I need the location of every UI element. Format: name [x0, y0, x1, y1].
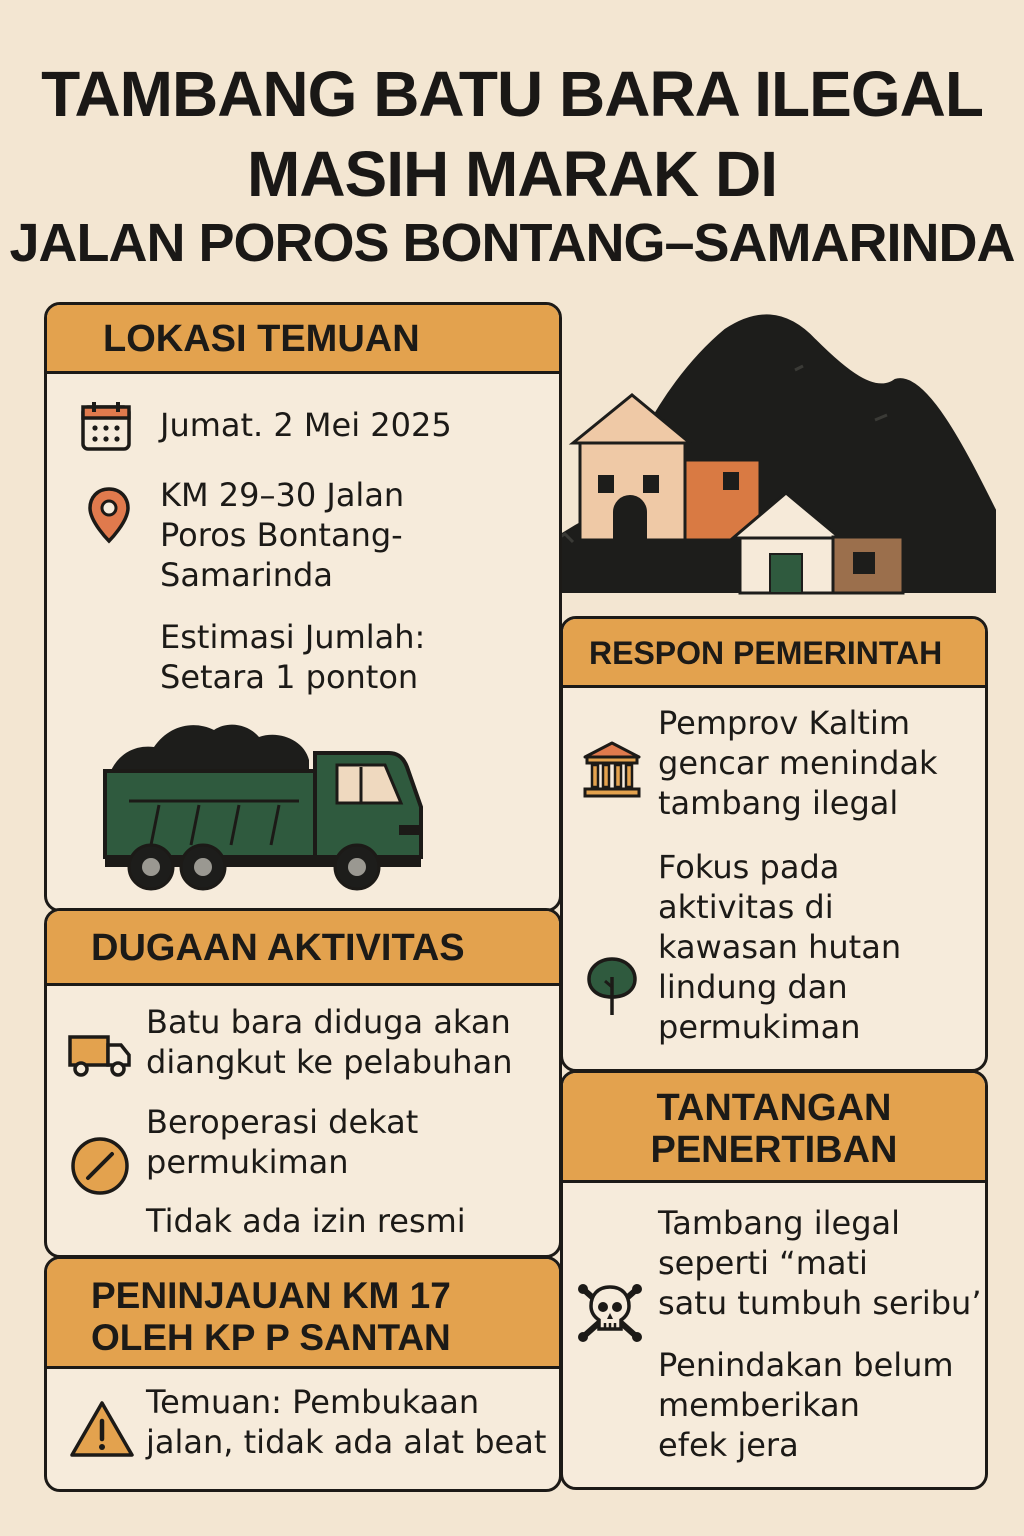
respon-item-2-line-2: aktivitas di — [658, 888, 834, 926]
government-building-icon — [581, 739, 643, 801]
tantangan-heading-line-1: TANTANGAN — [656, 1087, 892, 1129]
tantangan-penertiban-card — [560, 1070, 988, 1490]
tantangan-heading — [563, 1073, 985, 1183]
dugaan-heading: DUGAAN AKTIVITAS — [47, 911, 559, 986]
tantangan-item-1-line-2: seperti “mati — [658, 1244, 868, 1282]
warning-icon — [69, 1399, 135, 1459]
respon-pemerintah-card — [560, 616, 988, 1072]
tantangan-item-2-line-2: memberikan — [658, 1386, 860, 1424]
dugaan-item-2-line-1: Beroperasi dekat — [146, 1103, 419, 1141]
respon-item-2-line-4: lindung dan — [658, 968, 848, 1006]
lokasi-heading: LOKASI TEMUAN — [47, 305, 559, 374]
lokasi-date: Jumat. 2 Mei 2025 — [160, 406, 452, 444]
tantangan-item-1-line-3: satu tumbuh seribu’ — [658, 1284, 982, 1322]
peninjauan-item-1-line-1: Temuan: Pembukaan — [146, 1383, 480, 1421]
title-line-1: TAMBANG BATU BARA ILEGAL — [41, 58, 983, 130]
respon-heading: RESPON PEMERINTAH — [563, 619, 985, 688]
lokasi-temuan-card — [44, 302, 562, 912]
tantangan-item-2-line-3: efek jera — [658, 1426, 799, 1464]
skull-crossbones-icon — [577, 1279, 643, 1345]
respon-item-1-line-2: gencar menindak — [658, 744, 938, 782]
truck-icon — [67, 1027, 133, 1083]
lokasi-estimate-line-1: Estimasi Jumlah: — [160, 618, 426, 656]
dugaan-aktivitas-card — [44, 908, 562, 1258]
tantangan-item-2-line-1: Penindakan belum — [658, 1346, 954, 1384]
title-line-2: MASIH MARAK DI — [247, 138, 777, 210]
coal-hill-houses-illustration — [495, 300, 1000, 600]
dugaan-item-1-line-1: Batu bara diduga akan — [146, 1003, 511, 1041]
peninjauan-item-1-line-2: jalan, tidak ada alat beat — [146, 1423, 547, 1461]
respon-item-2-line-3: kawasan hutan — [658, 928, 902, 966]
lokasi-location-line-3: Samarinda — [160, 556, 333, 594]
peninjauan-heading-line-2: OLEH KP P SANTAN — [91, 1317, 451, 1358]
dugaan-item-2-line-2: permukiman — [146, 1143, 349, 1181]
lokasi-location-line-1: KM 29–30 Jalan — [160, 476, 405, 514]
peninjauan-card — [44, 1256, 562, 1492]
respon-item-1-line-3: tambang ilegal — [658, 784, 899, 822]
dugaan-item-1-line-2: diangkut ke pelabuhan — [146, 1043, 513, 1081]
dump-truck-illustration — [99, 715, 429, 895]
respon-item-2-line-1: Fokus pada — [658, 848, 840, 886]
lokasi-location-line-2: Poros Bontang- — [160, 516, 403, 554]
prohibited-icon — [69, 1135, 131, 1197]
tantangan-heading-line-2: PENERTIBAN — [650, 1129, 898, 1171]
dugaan-item-3: Tidak ada izin resmi — [146, 1202, 466, 1240]
calendar-icon — [79, 399, 135, 455]
peninjauan-heading-line-1: PENINJAUAN KM 17 — [91, 1275, 451, 1316]
lokasi-estimate-line-2: Setara 1 ponton — [160, 658, 419, 696]
map-pin-icon — [85, 485, 133, 545]
title-line-3: JALAN POROS BONTANG–SAMARINDA — [9, 213, 1015, 273]
tantangan-item-1-line-1: Tambang ilegal — [658, 1204, 900, 1242]
peninjauan-heading — [47, 1259, 559, 1369]
respon-item-1-line-1: Pemprov Kaltim — [658, 704, 910, 742]
respon-item-2-line-5: permukiman — [658, 1008, 861, 1046]
tree-icon — [581, 955, 643, 1019]
